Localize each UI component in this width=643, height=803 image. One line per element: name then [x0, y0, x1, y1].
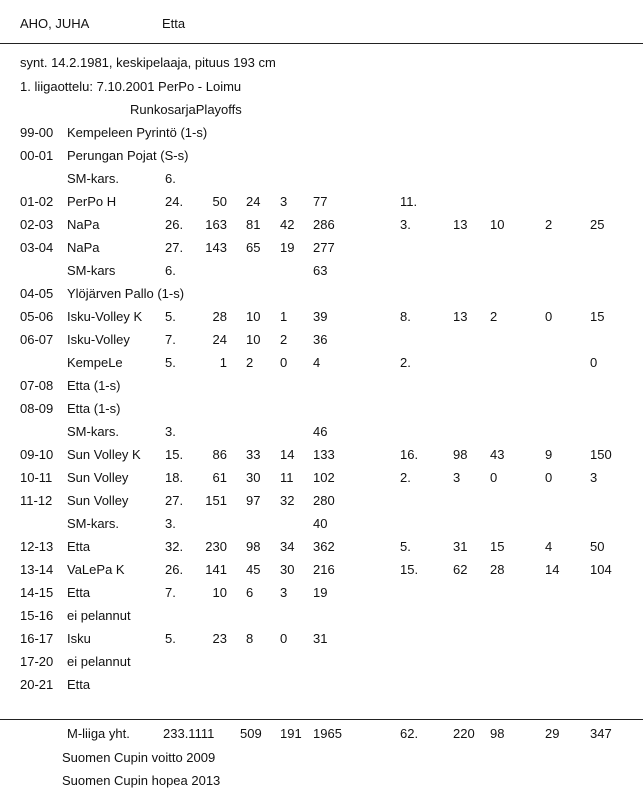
table-row [0, 378, 643, 401]
games-cell: 23 [212, 631, 227, 646]
total-cell: 36 [313, 332, 328, 347]
total-cell: 102 [313, 470, 335, 485]
season-cell: 01-02 [20, 194, 54, 209]
playoff-blocks-cell: 0 [545, 470, 553, 485]
playoff-blocks-cell: 0 [545, 309, 553, 324]
blocks-cell: 11 [280, 470, 294, 485]
points-cell: 30 [246, 470, 261, 485]
blocks-cell: 32 [280, 493, 295, 508]
team-cell: SM-kars. [67, 516, 119, 531]
team-cell: VaLePa K [67, 562, 125, 577]
season-cell: 08-09 [20, 401, 54, 416]
points-cell: 6 [246, 585, 254, 600]
total-cell: 19 [313, 585, 328, 600]
footer-note-2: Suomen Cupin hopea 2013 [62, 773, 221, 788]
games-cell: 24 [212, 332, 227, 347]
total-cell: 40 [313, 516, 328, 531]
games-cell: 143 [205, 240, 227, 255]
games-cell: 1 [219, 355, 227, 370]
playoff-points-cell: 0 [490, 470, 498, 485]
season-cell: 17-20 [20, 654, 54, 669]
table-row [0, 217, 643, 240]
playoff-rank-cell: 5. [400, 539, 411, 554]
bio-line: synt. 14.2.1981, keskipelaaja, pituus 193 cm [20, 55, 276, 70]
rank-cell: 6. [165, 263, 176, 278]
table-row [0, 424, 643, 447]
rank-cell: 3. [165, 424, 176, 439]
total-cell: 133 [313, 447, 335, 462]
playoff-total-cell: 3 [590, 470, 598, 485]
blocks-cell: 30 [280, 562, 295, 577]
points-cell: 10 [246, 332, 261, 347]
table-row [0, 539, 643, 562]
rank-cell: 18. [165, 470, 184, 485]
blocks-cell: 14 [280, 447, 295, 462]
playoff-points-cell: 28 [490, 562, 505, 577]
season-cell: 12-13 [20, 539, 54, 554]
team-cell: NaPa [67, 217, 100, 232]
table-row [0, 263, 643, 286]
total-playoff-rank: 62. [400, 726, 419, 741]
team-cell: ei pelannut [67, 654, 131, 669]
total-cell: 46 [313, 424, 328, 439]
total-cell: 277 [313, 240, 335, 255]
rank-cell: 7. [165, 332, 176, 347]
rank-cell: 24. [165, 194, 184, 209]
games-cell: 151 [205, 493, 227, 508]
rank-cell: 3. [165, 516, 176, 531]
blocks-cell: 19 [280, 240, 295, 255]
points-cell: 10 [246, 309, 261, 324]
table-row [0, 194, 643, 217]
blocks-cell: 42 [280, 217, 295, 232]
rank-cell: 27. [165, 240, 184, 255]
playoff-points-cell: 2 [490, 309, 498, 324]
footer-note-1: Suomen Cupin voitto 2009 [62, 750, 216, 765]
team-cell: Etta (1-s) [67, 378, 121, 393]
team-cell: Sun Volley [67, 493, 129, 508]
points-cell: 98 [246, 539, 261, 554]
table-row [0, 355, 643, 378]
points-cell: 33 [246, 447, 261, 462]
season-cell: 06-07 [20, 332, 54, 347]
table-row [0, 401, 643, 424]
table-row [0, 654, 643, 677]
points-cell: 81 [246, 217, 261, 232]
total-cell: 31 [313, 631, 328, 646]
team-cell: Sun Volley K [67, 447, 141, 462]
table-row [0, 332, 643, 355]
blocks-cell: 2 [280, 332, 288, 347]
games-cell: 28 [212, 309, 227, 324]
total-cell: 63 [313, 263, 328, 278]
table-row [0, 309, 643, 332]
season-cell: 07-08 [20, 378, 54, 393]
playoff-rank-cell: 11. [400, 194, 418, 209]
total-cell: 216 [313, 562, 335, 577]
games-cell: 230 [205, 539, 227, 554]
season-cell: 99-00 [20, 125, 54, 140]
playoff-total-cell: 104 [590, 562, 612, 577]
points-cell: 2 [246, 355, 254, 370]
blocks-cell: 0 [280, 631, 288, 646]
season-cell: 16-17 [20, 631, 54, 646]
table-row [0, 470, 643, 493]
playoff-blocks-cell: 9 [545, 447, 553, 462]
team-cell: Ylöjärven Pallo (1-s) [67, 286, 185, 301]
games-cell: 61 [212, 470, 227, 485]
rank-cell: 26. [165, 217, 184, 232]
playoff-games-cell: 3 [453, 470, 461, 485]
playoff-rank-cell: 2. [400, 470, 411, 485]
season-cell: 13-14 [20, 562, 54, 577]
team-cell: SM-kars. [67, 171, 119, 186]
total-divider [0, 719, 643, 720]
games-cell: 50 [212, 194, 227, 209]
playoff-games-cell: 13 [453, 309, 468, 324]
team-cell: SM-kars [67, 263, 116, 278]
playoff-total-cell: 50 [590, 539, 605, 554]
season-cell: 14-15 [20, 585, 54, 600]
total-label: M-liiga yht. [67, 726, 130, 741]
team-cell: Isku-Volley K [67, 309, 143, 324]
total-playoff-blocks: 29 [545, 726, 560, 741]
table-row [0, 585, 643, 608]
rank-cell: 26. [165, 562, 184, 577]
total-row [0, 726, 643, 749]
playoff-blocks-cell: 4 [545, 539, 553, 554]
playoff-games-cell: 31 [453, 539, 468, 554]
points-cell: 8 [246, 631, 254, 646]
current-team: Etta [162, 16, 186, 31]
games-cell: 163 [205, 217, 227, 232]
team-cell: Isku [67, 631, 91, 646]
table-row [0, 562, 643, 585]
table-row [0, 447, 643, 470]
team-cell: Perungan Pojat (S-s) [67, 148, 189, 163]
rank-cell: 7. [165, 585, 176, 600]
table-row [0, 493, 643, 516]
season-cell: 05-06 [20, 309, 54, 324]
blocks-cell: 0 [280, 355, 288, 370]
team-cell: Etta (1-s) [67, 401, 121, 416]
playoff-rank-cell: 16. [400, 447, 419, 462]
team-cell: Etta [67, 539, 91, 554]
team-cell: Sun Volley [67, 470, 129, 485]
playoff-games-cell: 98 [453, 447, 468, 462]
playoff-points-cell: 43 [490, 447, 505, 462]
playoff-rank-cell: 2. [400, 355, 411, 370]
points-cell: 65 [246, 240, 261, 255]
playoff-total-cell: 25 [590, 217, 605, 232]
total-cell: 39 [313, 309, 328, 324]
team-cell: ei pelannut [67, 608, 131, 623]
total-rank: 233.1111 [163, 726, 215, 741]
total-sum: 1965 [313, 726, 342, 741]
points-cell: 24 [246, 194, 261, 209]
playoff-blocks-cell: 14 [545, 562, 560, 577]
table-row [0, 125, 643, 148]
table-row [0, 171, 643, 194]
playoff-total-cell: 15 [590, 309, 605, 324]
playoff-points-cell: 15 [490, 539, 505, 554]
rank-cell: 5. [165, 355, 176, 370]
season-cell: 03-04 [20, 240, 54, 255]
games-cell: 86 [212, 447, 227, 462]
team-cell: KempeLe [67, 355, 123, 370]
rank-cell: 6. [165, 171, 176, 186]
section-label: RunkosarjaPlayoffs [130, 102, 242, 117]
playoff-rank-cell: 8. [400, 309, 411, 324]
blocks-cell: 3 [280, 194, 288, 209]
table-row [0, 148, 643, 171]
header-divider [0, 43, 643, 44]
table-row [0, 286, 643, 309]
team-cell: Kempeleen Pyrintö (1-s) [67, 125, 208, 140]
season-cell: 10-11 [20, 470, 53, 485]
playoff-blocks-cell: 2 [545, 217, 553, 232]
rank-cell: 15. [165, 447, 184, 462]
blocks-cell: 3 [280, 585, 288, 600]
playoff-points-cell: 10 [490, 217, 505, 232]
season-cell: 09-10 [20, 447, 54, 462]
playoff-rank-cell: 3. [400, 217, 411, 232]
total-points: 191 [280, 726, 302, 741]
debut-line: 1. liigaottelu: 7.10.2001 PerPo - Loimu [20, 79, 242, 94]
games-cell: 141 [205, 562, 227, 577]
team-cell: PerPo H [67, 194, 117, 209]
rank-cell: 32. [165, 539, 184, 554]
points-cell: 97 [246, 493, 261, 508]
total-playoff-points: 98 [490, 726, 505, 741]
season-cell: 00-01 [20, 148, 54, 163]
team-cell: Etta [67, 585, 91, 600]
points-cell: 45 [246, 562, 261, 577]
blocks-cell: 34 [280, 539, 295, 554]
total-cell: 286 [313, 217, 335, 232]
total-cell: 4 [313, 355, 321, 370]
season-cell: 15-16 [20, 608, 54, 623]
playoff-games-cell: 13 [453, 217, 468, 232]
blocks-cell: 1 [280, 309, 288, 324]
rank-cell: 27. [165, 493, 184, 508]
playoff-total-cell: 0 [590, 355, 598, 370]
total-playoff-sum: 347 [590, 726, 612, 741]
team-cell: Etta [67, 677, 91, 692]
table-row [0, 677, 643, 700]
season-cell: 04-05 [20, 286, 54, 301]
team-cell: NaPa [67, 240, 100, 255]
team-cell: Isku-Volley [67, 332, 130, 347]
team-cell: SM-kars. [67, 424, 119, 439]
player-name: AHO, JUHA [20, 16, 90, 31]
total-cell: 362 [313, 539, 335, 554]
table-row [0, 631, 643, 654]
season-cell: 11-12 [20, 493, 53, 508]
rank-cell: 5. [165, 631, 176, 646]
table-row [0, 240, 643, 263]
season-cell: 02-03 [20, 217, 54, 232]
table-row [0, 516, 643, 539]
table-row [0, 608, 643, 631]
playoff-total-cell: 150 [590, 447, 612, 462]
total-cell: 77 [313, 194, 328, 209]
rank-cell: 5. [165, 309, 176, 324]
total-playoff-games: 220 [453, 726, 475, 741]
total-cell: 280 [313, 493, 335, 508]
playoff-rank-cell: 15. [400, 562, 419, 577]
playoff-games-cell: 62 [453, 562, 468, 577]
season-cell: 20-21 [20, 677, 54, 692]
total-games: 509 [240, 726, 262, 741]
games-cell: 10 [212, 585, 227, 600]
